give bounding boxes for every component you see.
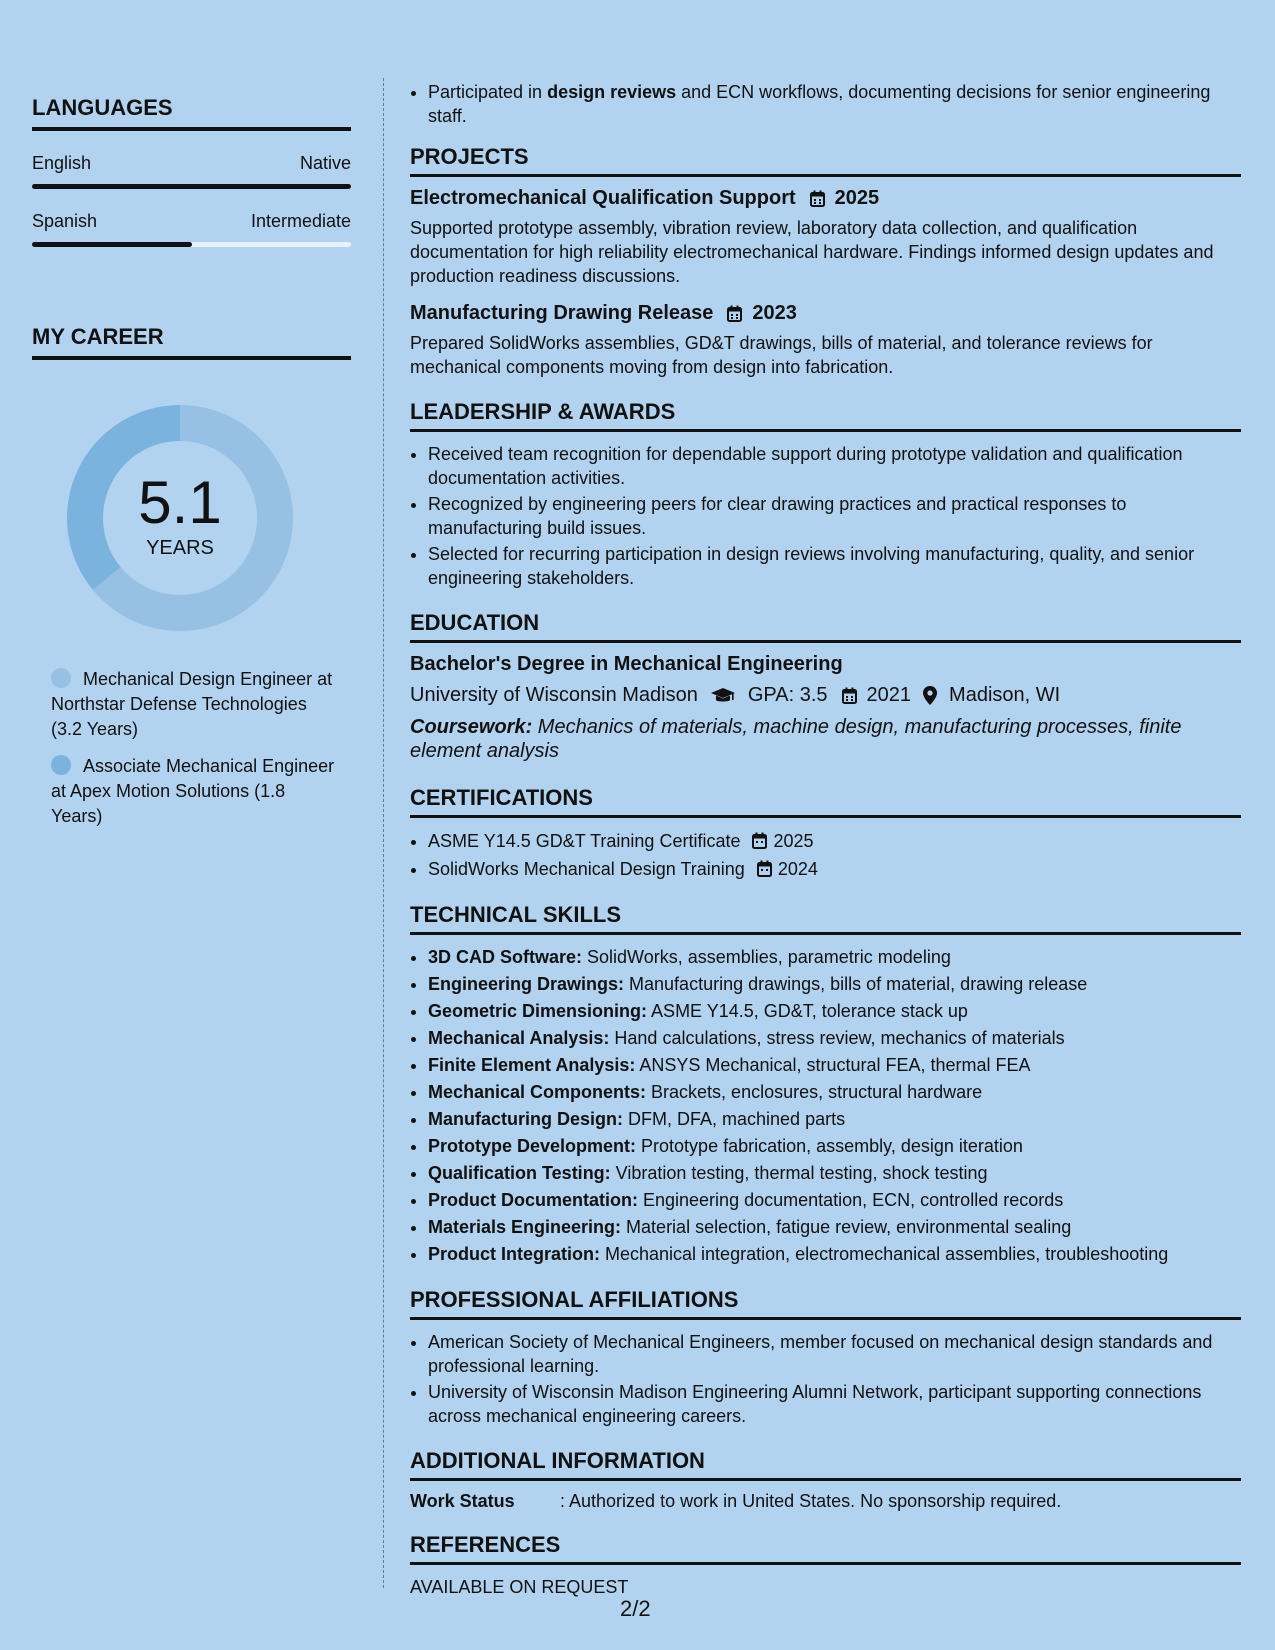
bullet-text: Participated in [428,82,548,102]
education-location: Madison, WI [949,684,1061,706]
project-item [410,302,1241,379]
list-item [428,1242,1241,1267]
list-item [428,856,1241,882]
right-column [410,80,1241,1598]
list-item [428,1107,1241,1132]
column-divider [383,78,384,1588]
list-item: • Received team recognition for dependable support during prototype validation and qualification documentation activities. [428,442,1241,490]
list-item [428,1053,1241,1078]
list-item [428,999,1241,1024]
list-item: • Selected for recurring participation in design reviews involving manufacturing, quality, and senior engineering stakeholders. [428,542,1241,590]
graduation-year: 2021 [866,684,912,706]
career-total-years: 5.1 [138,469,222,536]
skill-label: Manufacturing Design: [428,1109,624,1129]
legend-dot [51,755,71,775]
skill-label: Mechanical Analysis: [428,1028,610,1048]
language-name: English [32,153,92,173]
calendar-icon [842,687,857,704]
experience-continued-list [410,80,1241,128]
language-bar [32,242,351,247]
skill-label: Finite Element Analysis: [428,1055,636,1075]
coursework-text: Mechanics of materials, machine design, manufacturing processes, finite element analysis [410,716,1182,762]
skill-value: Mechanical integration, electromechanical assemblies, troubleshooting [600,1244,1169,1264]
education-details [410,684,1241,707]
list-item: • Recognized by engineering peers for clear drawing practices and practical responses to manufacturing build issues. [428,492,1241,540]
project-item [410,187,1241,288]
list-item [428,972,1241,997]
certification-year: 2025 [773,831,814,851]
list-item [428,1134,1241,1159]
coursework-label: Coursework: [410,716,533,738]
certifications-list [410,828,1241,882]
left-column [32,95,351,841]
skill-value: Vibration testing, thermal testing, shock testing [610,1163,988,1183]
skill-label: Geometric Dimensioning: [428,1001,648,1021]
list-item [428,828,1241,854]
list-item: • University of Wisconsin Madison Engineering Alumni Network, participant supporting connections across mechanical engineering careers. [428,1380,1241,1428]
affiliations-list [410,1330,1241,1428]
skill-value: Hand calculations, stress review, mechanics of materials [609,1028,1065,1048]
certification-year: 2024 [777,859,818,879]
career-years-label: YEARS [146,537,214,559]
bullet-bold: design reviews [547,82,677,102]
coursework [410,715,1241,763]
leadership-heading: LEADERSHIP & AWARDS [410,399,1241,432]
skill-value: DFM, DFA, machined parts [623,1109,846,1129]
language-name: Spanish [32,211,98,231]
certification-name: SolidWorks Mechanical Design Training [428,859,745,879]
skill-value: ANSYS Mechanical, structural FEA, thermal FEA [635,1055,1031,1075]
skills-list [410,945,1241,1267]
career-legend-text: Associate Mechanical Engineer at Apex Motion Solutions (1.8 Years) [51,756,335,826]
education-heading: EDUCATION [410,610,1241,643]
list-item [428,1188,1241,1213]
projects-heading: PROJECTS [410,144,1241,177]
leadership-list [410,442,1241,590]
skill-value: ASME Y14.5, GD&T, tolerance stack up [647,1001,968,1021]
calendar-icon [727,305,742,322]
career-legend-item [51,667,341,742]
school-name: University of Wisconsin Madison [410,684,698,706]
languages-heading: LANGUAGES [32,95,351,131]
skill-label: Materials Engineering: [428,1217,622,1237]
career-legend [51,667,341,829]
skills-heading: TECHNICAL SKILLS [410,902,1241,935]
list-item [428,1026,1241,1051]
project-year: 2023 [752,302,797,324]
list-item [428,1161,1241,1186]
list-item [428,1080,1241,1105]
career-donut-chart [67,405,293,631]
references-text: AVAILABLE ON REQUEST [410,1577,629,1597]
career-legend-text: Mechanical Design Engineer at Northstar Defense Technologies (3.2 Years) [51,669,333,739]
skill-label: Product Integration: [428,1244,600,1264]
work-status-row [410,1491,1241,1512]
calendar-icon [810,190,825,207]
project-title: Electromechanical Qualification Support [410,187,796,209]
skill-label: Engineering Drawings: [428,974,625,994]
legend-dot [51,668,71,688]
skill-value: Material selection, fatigue review, environmental sealing [621,1217,1072,1237]
language-level: Native [299,153,351,173]
skill-value: Brackets, enclosures, structural hardware [646,1082,983,1102]
language-bar-fill [32,242,192,247]
graduation-cap-icon [710,687,736,705]
project-description: Prepared SolidWorks assemblies, GD&T drawings, bills of material, and tolerance reviews for mechanical components moving from design into fabrication. [410,333,1153,377]
degree-title: Bachelor's Degree in Mechanical Engineering [410,653,843,675]
project-description: Supported prototype assembly, vibration review, laboratory data collection, and qualification documentation for high reliability electromechanical hardware. Findings informed design updates and production readiness discussions. [410,218,1214,286]
language-item [32,211,351,247]
references-heading: REFERENCES [410,1532,1241,1565]
affiliations-heading: PROFESSIONAL AFFILIATIONS [410,1287,1241,1320]
skill-value: SolidWorks, assemblies, parametric modeling [582,947,951,967]
work-status-label: Work Status [410,1491,515,1511]
language-bar [32,184,351,189]
bullet-text: and ECN workflows, documenting decisions for senior engineering staff. [428,82,1211,126]
language-level: Intermediate [250,211,351,231]
work-status-value: : Authorized to work in United States. No sponsorship required. [560,1491,1062,1511]
language-bar-fill [32,184,351,189]
skill-label: 3D CAD Software: [428,947,583,967]
certifications-heading: CERTIFICATIONS [410,785,1241,818]
project-title: Manufacturing Drawing Release [410,302,714,324]
skill-label: Qualification Testing: [428,1163,611,1183]
list-item [428,1215,1241,1240]
calendar-icon [757,860,772,877]
project-year: 2025 [834,187,880,209]
skill-value: Manufacturing drawings, bills of material, drawing release [624,974,1088,994]
skill-label: Prototype Development: [428,1136,637,1156]
career-heading: MY CAREER [32,324,351,360]
language-item [32,153,351,189]
additional-info-heading: ADDITIONAL INFORMATION [410,1448,1241,1481]
skill-value: Engineering documentation, ECN, controlled records [638,1190,1064,1210]
calendar-icon [752,832,767,849]
list-item [428,80,1241,128]
skill-label: Product Documentation: [428,1190,638,1210]
career-legend-item [51,754,341,829]
list-item: • American Society of Mechanical Engineers, member focused on mechanical design standards and professional learning. [428,1330,1241,1378]
list-item [428,945,1241,970]
gpa: GPA: 3.5 [747,684,828,706]
page-number: 2/2 [620,1596,651,1621]
certification-name: ASME Y14.5 GD&T Training Certificate [428,831,741,851]
skill-label: Mechanical Components: [428,1082,647,1102]
skill-value: Prototype fabrication, assembly, design iteration [636,1136,1023,1156]
map-pin-icon [923,686,937,705]
